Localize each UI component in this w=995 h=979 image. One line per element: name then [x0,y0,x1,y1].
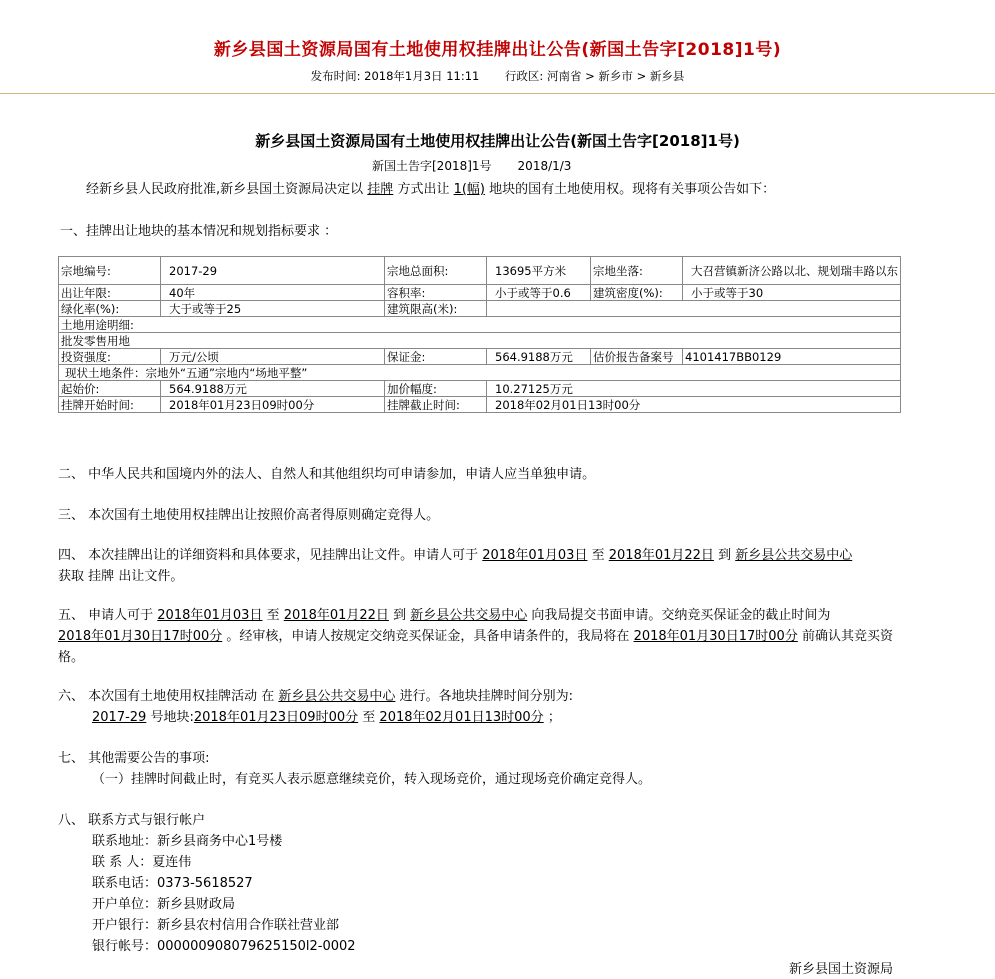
section-text: 六、 本次国有土地使用权挂牌活动 在 [58,689,275,704]
contact-phone: 联系电话：0373-5618527 [92,876,253,891]
section-text: 获取 [58,569,85,584]
section-text: 五、 申请人可于 [58,608,154,623]
section-text: 向我局提交书面申请。交纳竞买保证金的截止时间为 [531,608,831,623]
section-text: 到 [393,608,407,623]
table-cell: 宗地编号: [59,257,161,285]
intro-method: 挂牌 [367,182,394,197]
intro-count: 1(幅) [453,182,486,197]
apply-end-date: 2018年01月22日 [608,548,714,563]
table-row [59,301,901,317]
table-cell: 2018年02月01日13时00分 [487,397,901,413]
table-cell: 万元/公顷 [161,349,385,365]
table-cell: 投资强度: [59,349,161,365]
intro-text: 地块的国有土地使用权。现将有关事项公告如下： [489,182,776,197]
account-number: 银行帐号：000000908079625150l2-0002 [92,939,356,954]
parcel-info-table [58,256,901,413]
section-text: 进行。各地块挂牌时间分别为: [399,689,573,704]
table-cell: 40年 [161,285,385,301]
apply-start-date: 2018年01月03日 [482,548,588,563]
contact-person: 联 系 人：夏连伟 [92,855,192,870]
region-separator: > [636,69,647,83]
section-7-title: 七、 其他需要公告的事项: [58,751,210,766]
account-bank: 开户银行：新乡县农村信用合作联社营业部 [92,918,340,933]
table-cell: 容积率: [385,285,487,301]
document-date: 2018/1/3 [517,159,572,173]
table-cell: 建筑密度(%): [591,285,683,301]
section-4 [58,545,918,587]
table-cell: 小于或等于30 [683,285,901,301]
section-text: 至 [266,608,280,623]
section-text: 至 [362,710,376,725]
trade-center: 新乡县公共交易中心 [278,689,396,704]
table-cell: 建筑限高(米): [385,301,487,317]
section-text: ； [547,710,561,725]
trade-center: 新乡县公共交易中心 [410,608,528,623]
region-county-link[interactable]: 新乡县 [649,69,685,83]
section-text: 挂牌 [88,569,115,584]
table-row [59,397,901,413]
table-cell: 起始价: [59,381,161,397]
region-province-link[interactable]: 河南省 [546,69,582,83]
table-cell: 保证金: [385,349,487,365]
page-title: 新乡县国土资源局国有土地使用权挂牌出让公告(新国土告字[2018]1号) [213,40,782,60]
intro-text: 方式出让 [397,182,450,197]
section-text: 至 [591,548,605,563]
table-cell: 小于或等于0.6 [487,285,591,301]
signature: 新乡县国土资源局 [789,962,894,977]
section-7-item: （一）挂牌时间截止时，有竞买人表示愿意继续竞价，转入现场竞价，通过现场竞价确定竞得人。 [92,772,652,787]
publish-label: 发布时间: [310,69,361,83]
section-text: 到 [718,548,732,563]
confirm-date: 2018年01月30日17时00分 [633,629,798,644]
intro-text: 经新乡县人民政府批准,新乡县国土资源局决定以 [86,182,364,197]
table-cell: 宗地坐落: [591,257,683,285]
account-unit: 开户单位：新乡县财政局 [92,897,236,912]
section-5 [58,605,918,668]
table-cell: 挂牌开始时间: [59,397,161,413]
table-row [59,349,901,365]
document-number-line [372,157,597,174]
section-1-heading: 一、挂牌出让地块的基本情况和规划指标要求 ： [60,224,338,239]
table-cell [487,301,901,317]
table-cell: 564.9188万元 [487,349,591,365]
table-cell: 估价报告备案号 [591,349,683,365]
apply-start-date: 2018年01月03日 [157,608,263,623]
table-cell: 挂牌截止时间: [385,397,487,413]
contact-address: 联系地址：新乡县商务中心1号楼 [92,834,283,849]
table-row [59,381,901,397]
table-cell: 564.9188万元 [161,381,385,397]
document-title: 新乡县国土资源局国有土地使用权挂牌出让公告(新国土告字[2018]1号) [255,132,740,150]
table-row [59,365,901,381]
table-row [59,333,901,349]
section-text: 。经审核，申请人按规定交纳竞买保证金，具备申请条件的，我局将在 [226,629,630,644]
apply-end-date: 2018年01月22日 [283,608,389,623]
intro-paragraph [86,178,775,197]
table-cell: 加价幅度: [385,381,487,397]
table-cell: 2018年01月23日09时00分 [161,397,385,413]
region-label: 行政区: [504,69,544,83]
table-row [59,285,901,301]
table-cell: 出让年限: [59,285,161,301]
table-row [59,317,901,333]
table-cell: 大召营镇新济公路以北、规划瑞丰路以东 [683,257,901,285]
section-8-title: 八、 联系方式与银行帐户 [58,813,206,828]
table-cell: 宗地总面积: [385,257,487,285]
table-cell: 13695平方米 [487,257,591,285]
section-text: 号地块: [150,710,194,725]
section-text: 四、 本次挂牌出让的详细资料和具体要求，见挂牌出让文件。申请人可于 [58,548,479,563]
table-cell: 4101417BB0129 [683,349,901,365]
table-cell: 2017-29 [161,257,385,285]
publish-meta [0,68,995,84]
page-header [0,0,995,94]
section-3: 三、 本次国有土地使用权挂牌出让按照价高者得原则确定竞得人。 [58,508,440,523]
listing-start: 2018年01月23日09时00分 [193,710,359,725]
table-row [59,257,901,285]
section-text: 出让文件。 [118,569,184,584]
table-cell: 10.27125万元 [487,381,901,397]
section-text: 前确认其竞买资格。 [58,629,893,665]
table-cell: 现状土地条件：宗地外“五通”宗地内“场地平整” [59,365,901,381]
listing-end: 2018年02月01日13时00分 [379,710,544,725]
table-cell: 土地用途明细: [59,317,901,333]
trade-center: 新乡县公共交易中心 [735,548,853,563]
publish-time: 2018年1月3日 11:11 [364,69,480,83]
section-2: 二、 中华人民共和国境内外的法人、自然人和其他组织均可申请参加，申请人应当单独申请。 [58,467,596,482]
deposit-deadline: 2018年01月30日17时00分 [58,629,223,644]
section-8 [58,810,918,957]
region-city-link[interactable]: 新乡市 [598,69,633,83]
table-cell: 批发零售用地 [59,333,901,349]
document-number: 新国土告字[2018]1号 [372,159,492,173]
section-7 [58,748,918,790]
table-cell: 绿化率(%): [59,301,161,317]
parcel-number: 2017-29 [92,710,147,725]
table-cell: 大于或等于25 [161,301,385,317]
region-separator: > [585,69,595,83]
section-6 [58,686,918,728]
